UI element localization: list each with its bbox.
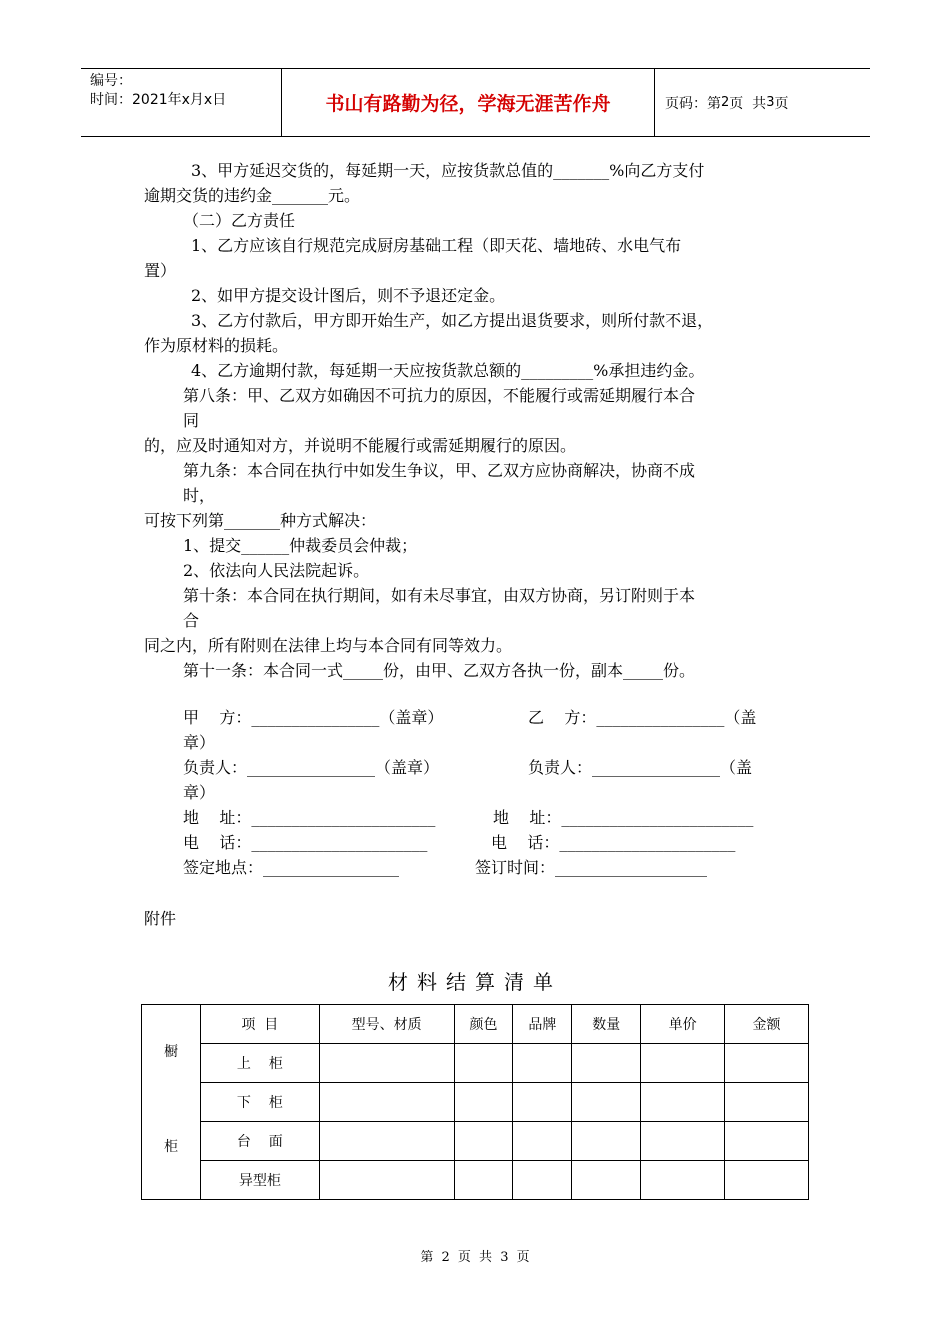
address-a-field: 地 址：_______________________	[183, 808, 436, 827]
input-cell[interactable]	[641, 1044, 725, 1083]
input-cell[interactable]	[641, 1161, 725, 1200]
clause-line: 时，	[183, 486, 216, 505]
attachment-label: 附件	[144, 909, 177, 928]
table-title: 材料结算清单	[388, 970, 562, 994]
input-cell[interactable]	[454, 1044, 513, 1083]
clause-line: 可按下列第_______种方式解决：	[144, 511, 377, 530]
sign-time-field: 签订时间：___________________	[475, 858, 708, 877]
table-row	[142, 1044, 809, 1083]
group-label-top: 橱	[163, 1044, 178, 1060]
clause-line: 3、乙方付款后，甲方即开始生产，如乙方提出退货要求，则所付款不退，	[191, 311, 714, 330]
resp-a-field: 负责人：________________（盖章）	[183, 758, 440, 777]
group-label-bottom: 柜	[163, 1139, 178, 1155]
clause-line: 逾期交货的违约金_______元。	[144, 186, 361, 205]
clause-line: 置）	[144, 261, 177, 280]
input-cell[interactable]	[725, 1083, 809, 1122]
header-cell: 项 目	[200, 1005, 319, 1044]
header-info	[81, 69, 282, 136]
header-cell: 单价	[641, 1005, 725, 1044]
phone-a-field: 电 话：______________________	[183, 833, 428, 852]
header-motto: 书山有路勤为径，学海无涯苦作舟	[282, 69, 655, 136]
table-row	[142, 1161, 809, 1200]
date-text: 时间：2021年x月x日	[90, 92, 227, 108]
page-total: 3	[766, 95, 775, 110]
signature-phone-row	[144, 830, 824, 855]
clause-line: （二）乙方责任	[183, 211, 296, 230]
phone-b-field: 电 话：______________________	[491, 833, 736, 852]
row-label: 上 柜	[200, 1044, 319, 1083]
input-cell[interactable]	[319, 1161, 454, 1200]
clause-line: 的，应及时通知对方，并说明不能履行或需延期履行的原因。	[144, 436, 577, 455]
clause-line: 4、乙方逾期付款，每延期一天应按货款总额的_________%承担违约金。	[191, 361, 705, 380]
input-cell[interactable]	[454, 1083, 513, 1122]
input-cell[interactable]	[454, 1161, 513, 1200]
page-prefix: 页码：第	[665, 95, 721, 112]
resp-b-field: 负责人：________________（盖	[528, 758, 753, 777]
header-cell: 数量	[572, 1005, 641, 1044]
input-cell[interactable]	[454, 1122, 513, 1161]
row-label: 台 面	[200, 1122, 319, 1161]
input-cell[interactable]	[572, 1122, 641, 1161]
input-cell[interactable]	[572, 1161, 641, 1200]
party-a-field: 甲 方：________________（盖章）	[183, 708, 444, 727]
input-cell[interactable]	[725, 1122, 809, 1161]
input-cell[interactable]	[319, 1083, 454, 1122]
clause-line: 2、如甲方提交设计图后，则不予退还定金。	[191, 286, 506, 305]
page-header	[81, 68, 870, 137]
party-b-field: 乙 方：________________（盖	[528, 708, 757, 727]
input-cell[interactable]	[513, 1161, 572, 1200]
clause-line: 1、乙方应该自行规范完成厨房基础工程（即天花、墙地砖、水电气布	[191, 236, 682, 255]
stamp-tail: 章）	[183, 733, 216, 752]
clause-line: 第八条：甲、乙双方如确因不可抗力的原因，不能履行或需延期履行本合	[183, 386, 696, 405]
serial-label: 编号：	[90, 73, 132, 89]
signature-address-row	[144, 805, 824, 830]
stamp-tail: 章）	[183, 783, 216, 802]
input-cell[interactable]	[319, 1122, 454, 1161]
material-settlement-table	[141, 1004, 809, 1200]
sign-place-field: 签定地点：_________________	[183, 858, 400, 877]
input-cell[interactable]	[513, 1044, 572, 1083]
input-cell[interactable]	[513, 1122, 572, 1161]
input-cell[interactable]	[319, 1044, 454, 1083]
header-cell: 颜色	[454, 1005, 513, 1044]
group-cell	[142, 1005, 201, 1200]
signature-responsible-row	[144, 755, 824, 780]
input-cell[interactable]	[641, 1122, 725, 1161]
clause-line: 合	[183, 611, 200, 630]
clause-line: 同	[183, 411, 200, 430]
input-cell[interactable]	[572, 1083, 641, 1122]
table-row	[142, 1122, 809, 1161]
clause-line: 第十一条：本合同一式_____份，由甲、乙双方各执一份，副本_____份。	[183, 661, 696, 680]
input-cell[interactable]	[572, 1044, 641, 1083]
contract-body	[144, 158, 824, 880]
clause-line: 第十条：本合同在执行期间，如有未尽事宜，由双方协商，另订附则于本	[183, 586, 696, 605]
input-cell[interactable]	[725, 1044, 809, 1083]
page-mid: 页 共	[729, 95, 767, 112]
input-cell[interactable]	[513, 1083, 572, 1122]
header-cell: 金额	[725, 1005, 809, 1044]
signature-party-row	[144, 705, 824, 730]
clause-line: 3、甲方延迟交货的，每延期一天，应按货款总值的_______%向乙方支付	[191, 161, 705, 180]
input-cell[interactable]	[641, 1083, 725, 1122]
header-page-number	[655, 69, 870, 136]
page-footer: 第 2 页 共 3 页	[420, 1250, 530, 1265]
row-label: 异型柜	[200, 1161, 319, 1200]
clause-line: 第九条：本合同在执行中如发生争议，甲、乙双方应协商解决，协商不成	[183, 461, 696, 480]
page-suffix: 页	[774, 95, 789, 112]
header-cell: 品牌	[513, 1005, 572, 1044]
clause-line: 同之内，所有附则在法律上均与本合同有同等效力。	[144, 636, 513, 655]
page-num: 2	[721, 95, 730, 110]
input-cell[interactable]	[725, 1161, 809, 1200]
header-cell: 型号、材质	[319, 1005, 454, 1044]
table-row	[142, 1083, 809, 1122]
clause-line: 作为原材料的损耗。	[144, 336, 289, 355]
row-label: 下 柜	[200, 1083, 319, 1122]
signature-place-row	[144, 855, 824, 880]
clause-line: 1、提交______仲裁委员会仲裁；	[183, 536, 418, 555]
table-header-row	[142, 1005, 809, 1044]
clause-line: 2、依法向人民法院起诉。	[183, 561, 370, 580]
address-b-field: 地 址：________________________	[493, 808, 754, 827]
